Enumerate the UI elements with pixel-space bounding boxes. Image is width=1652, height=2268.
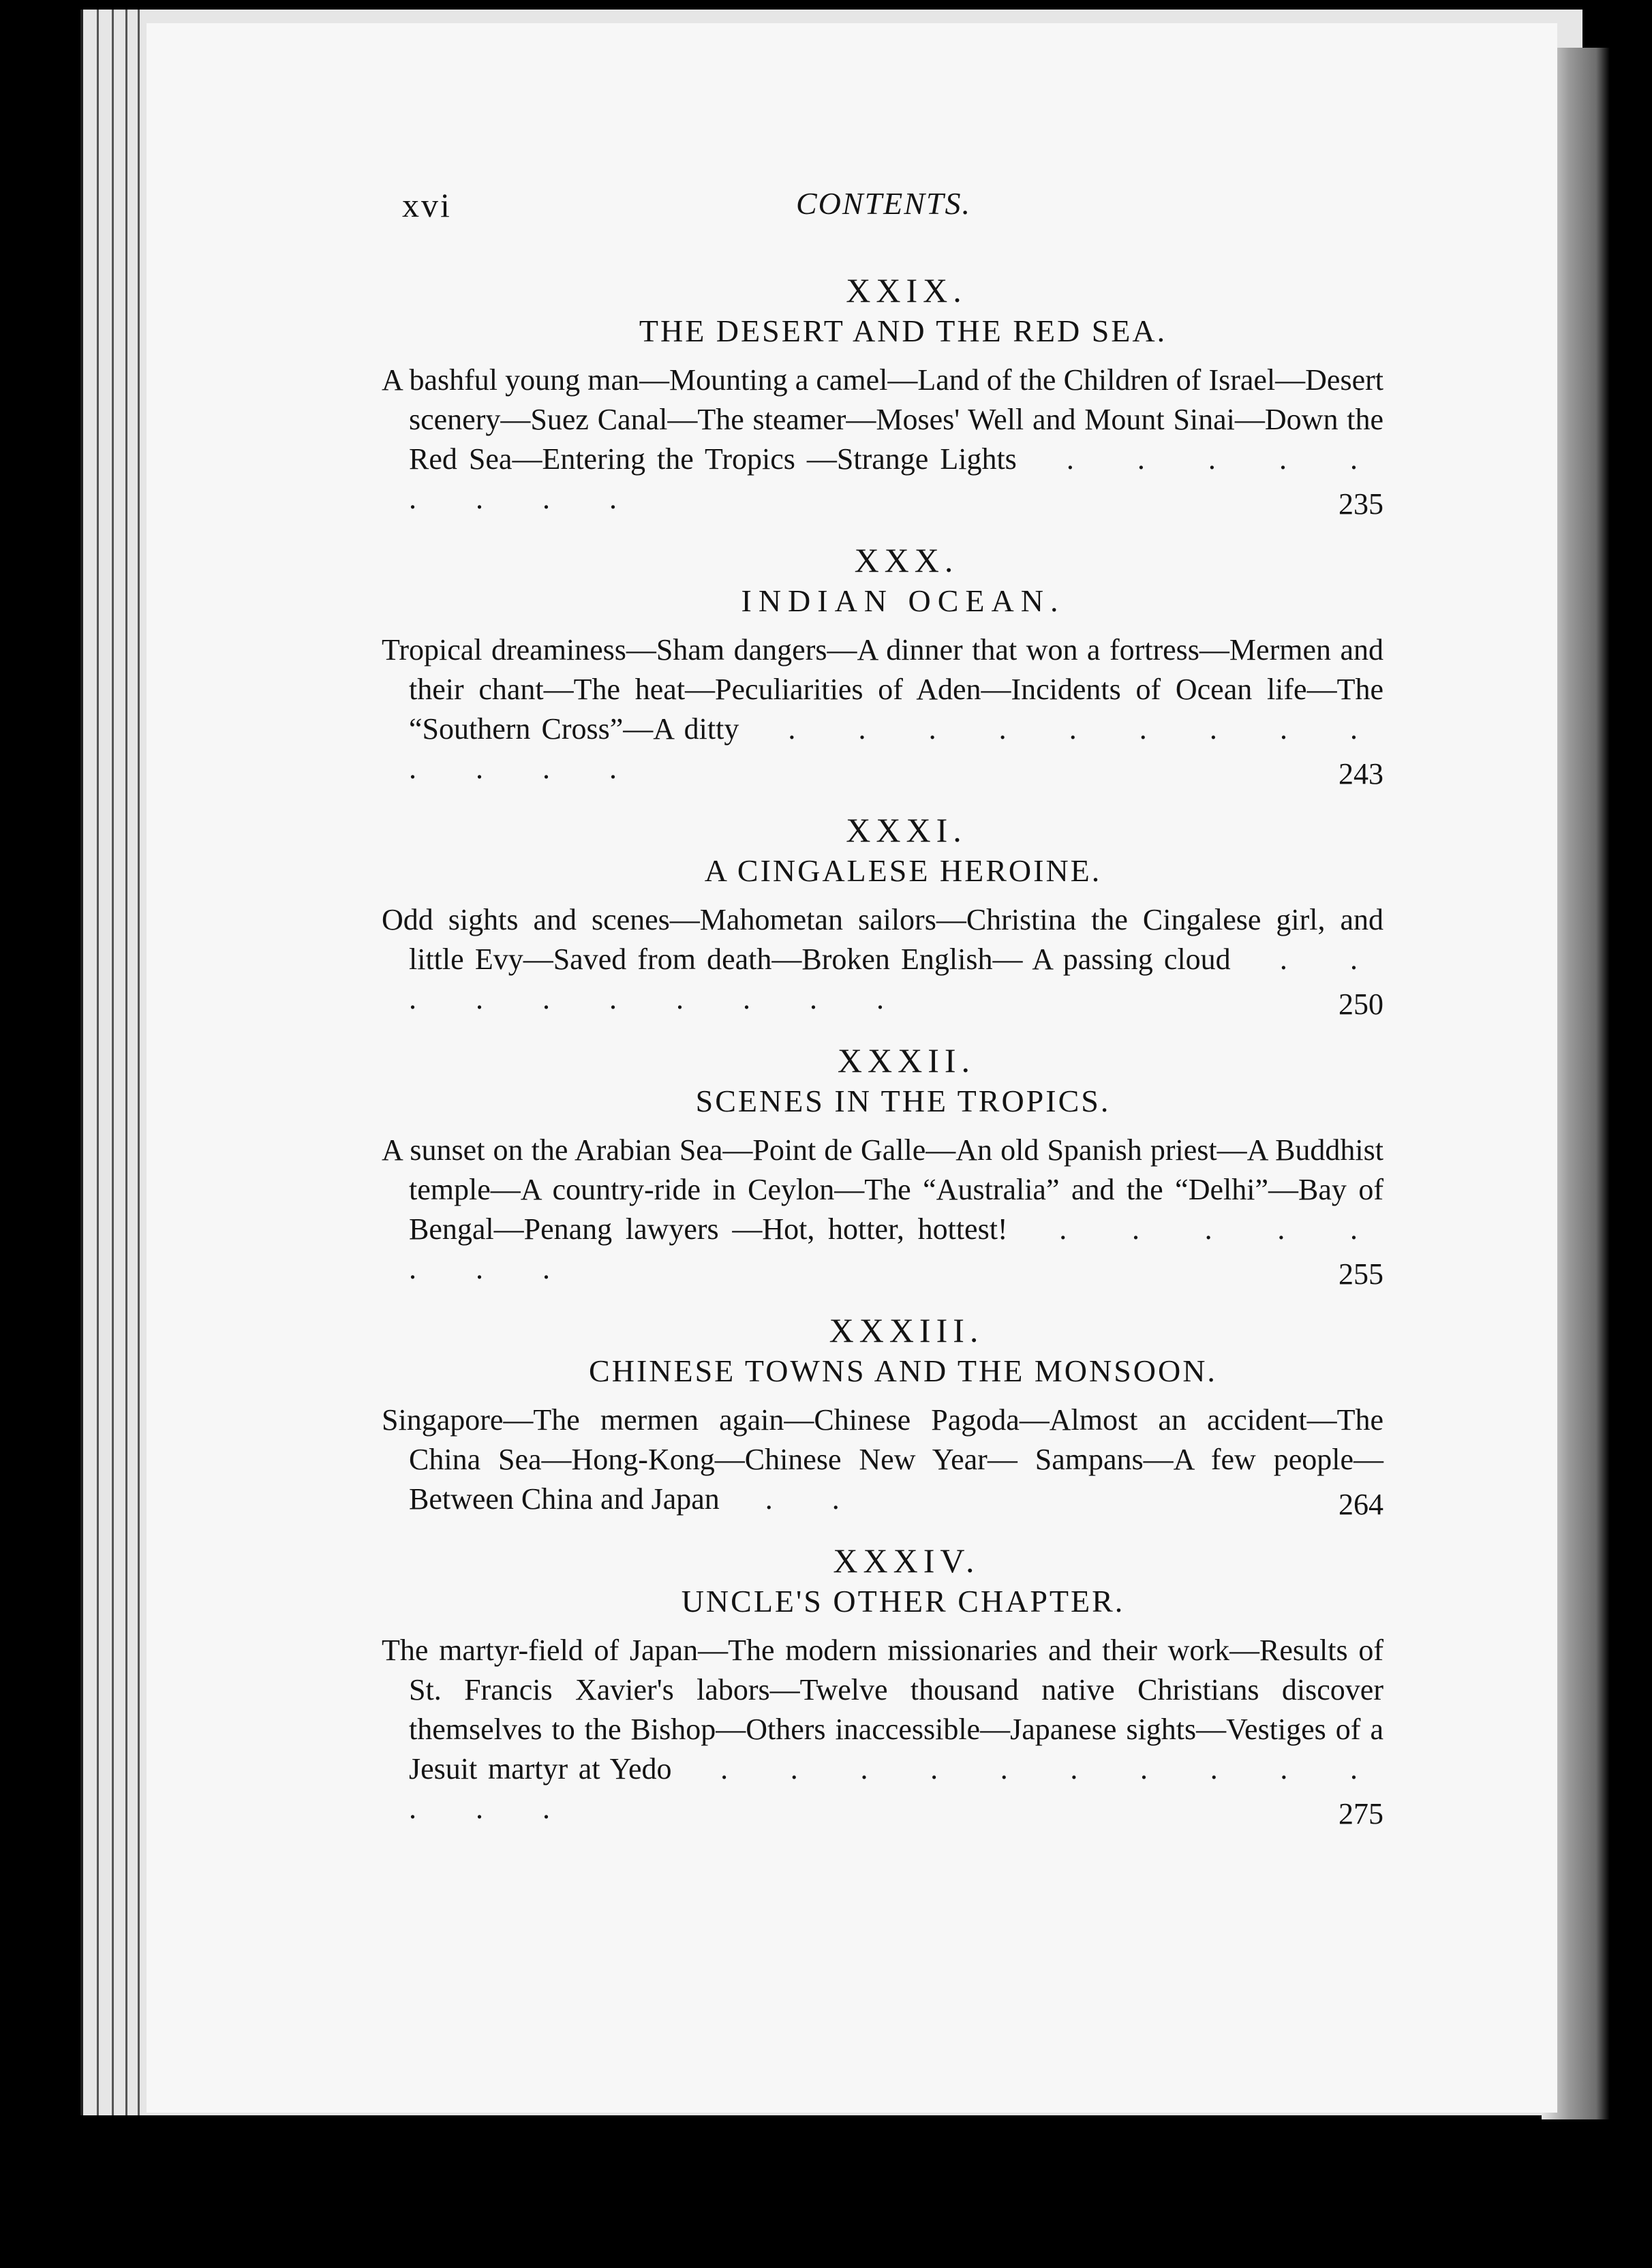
chapter-number: XXXI. (846, 811, 967, 849)
chapter-entry (382, 1309, 1383, 1524)
page-edge-line (125, 10, 127, 2115)
chapter-number: XXXII. (837, 1041, 976, 1079)
chapter-entry (382, 809, 1383, 1024)
chapter-title: UNCLE'S OTHER CHAPTER. (681, 1584, 1125, 1619)
page-edge-line (112, 10, 114, 2115)
chapter-entry (382, 1039, 1383, 1294)
dot-leaders: . . . . . . . . . (409, 442, 1383, 515)
summary-text: A sunset on the Arabian Sea—Point de Galle—An old Spanish priest—A Buddhist temple—A country-ride in Ceylon—The “Australia” and the “Delhi”—Bay of Bengal—Penang lawyers —Hot, hotter, hottest! (382, 1133, 1383, 1246)
chapter-title: A CINGALESE HEROINE. (704, 853, 1102, 888)
running-title: CONTENTS. (796, 186, 972, 221)
dot-leaders: . . . . . . . . . . . . . (409, 1752, 1383, 1825)
dot-leaders: . . . . . . . . . . (409, 943, 1383, 1015)
chapter-title: SCENES IN THE TROPICS. (695, 1084, 1111, 1118)
page-folio: xvi (402, 186, 452, 224)
summary-text: Singapore—The mermen again—Chinese Pagoda—Almost an accident—The China Sea—Hong-Kong—Chinese New Year— Sampans—A few people—Between China and Japan (382, 1403, 1383, 1516)
chapter-title: CHINESE TOWNS AND THE MONSOON. (589, 1353, 1217, 1388)
chapter-summary (382, 1131, 1383, 1294)
chapter-entry (382, 269, 1383, 524)
chapter-summary (382, 1400, 1383, 1524)
chapter-summary (382, 1631, 1383, 1834)
dot-leaders: . . (731, 1482, 866, 1516)
chapter-entry (382, 1539, 1383, 1834)
page-edge-line (97, 10, 99, 2115)
chapter-summary (382, 900, 1383, 1024)
summary-text: Tropical dreaminess—Sham dangers—A dinner that won a fortress—Mermen and their chant—The heat—Peculiarities of Aden—Incidents of Ocean life—The “Southern Cross”—A ditty (382, 633, 1383, 746)
chapter-entry (382, 539, 1383, 794)
dot-leaders: . . . . . . . . . . . . . (409, 712, 1384, 785)
page-number: 275 (1339, 1797, 1383, 1830)
chapter-summary (382, 361, 1383, 524)
summary-text: The martyr-field of Japan—The modern missionaries and their work—Results of St. Francis Xavier's labors—Twelve thousand native Christians discover themselves to the Bishop—Others inaccessible—Japanese sights—Vestiges of a Jesuit martyr at Yedo (382, 1634, 1383, 1786)
page-edge-line (138, 10, 140, 2115)
dot-leaders: . . . . . . . . (409, 1212, 1383, 1285)
contents-list (382, 269, 1383, 1849)
page-number: 250 (1339, 987, 1383, 1021)
summary-text: Odd sights and scenes—Mahometan sailors—Christina the Cingalese girl, and little Evy—Saved from death—Broken English— A passing cloud (382, 903, 1383, 976)
chapter-title: THE DESERT AND THE RED SEA. (639, 313, 1167, 348)
chapter-number: XXXIII. (829, 1311, 984, 1349)
chapter-number: XXXIV. (833, 1542, 980, 1580)
summary-text: A bashful young man—Mounting a camel—Land of the Children of Israel—Desert scenery—Suez Canal—The steamer—Moses' Well and Mount Sinai—Down the Red Sea—Entering the Tropics —Strange Lights (382, 363, 1383, 476)
chapter-summary (382, 630, 1383, 794)
page-number: 255 (1339, 1257, 1383, 1291)
chapter-number: XXX. (854, 541, 959, 579)
chapter-title: INDIAN OCEAN. (741, 583, 1065, 618)
page-number: 243 (1339, 757, 1383, 791)
chapter-number: XXIX. (846, 271, 967, 309)
running-head (0, 185, 1652, 233)
page-number: 235 (1339, 487, 1383, 521)
page-number: 264 (1339, 1488, 1383, 1521)
